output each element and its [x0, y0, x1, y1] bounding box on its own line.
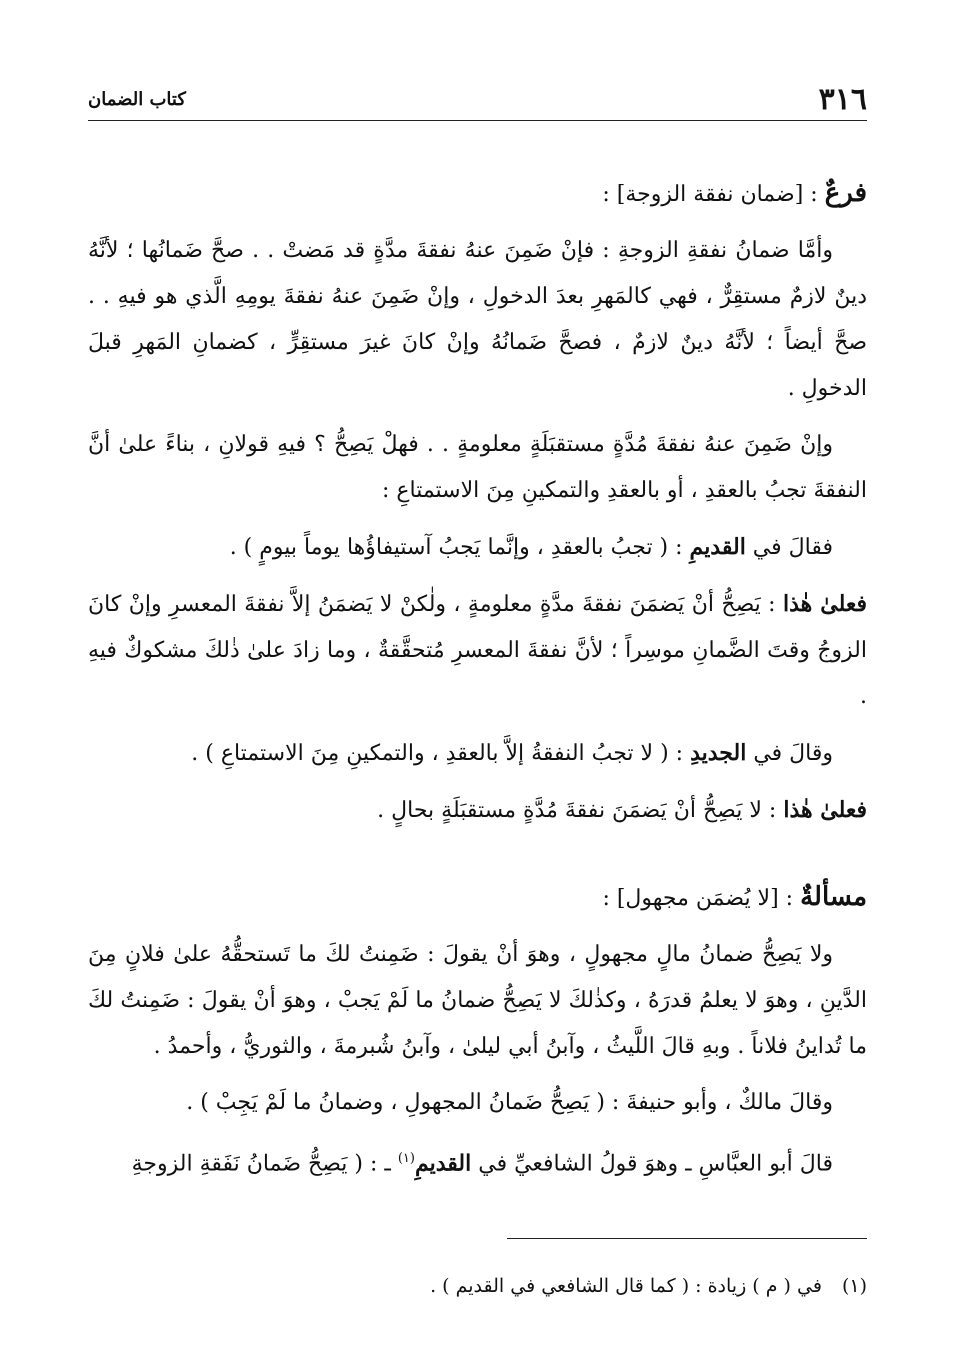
- bold-term: الجديدِ: [690, 740, 747, 766]
- page-number: ٣١٦: [818, 82, 867, 117]
- paragraph: وقالَ مالكٌ ، وأبو حنيفةَ : ( يَصِحُّ ضَمانُ المجهولِ ، وضمانُ ما لَمْ يَجِبْ ) .: [186, 1090, 833, 1115]
- book-title: كتاب الضمان: [88, 89, 186, 110]
- footnote-marker[interactable]: (١): [397, 1151, 415, 1166]
- paragraph: [88, 524, 867, 571]
- footnote-text: في ( م ) زيادة : ( كما قال الشافعي في القديم ) .: [430, 1275, 822, 1297]
- section-gap: [88, 844, 867, 874]
- text-run: وقالَ في: [746, 741, 833, 766]
- paragraph: [88, 1136, 867, 1187]
- bold-term: فعلىٰ هٰذا: [783, 797, 867, 823]
- paragraph: [88, 787, 867, 834]
- text-run: : ( لا تجبُ النفقةُ إلاَّ بالعقدِ ، والتمكينِ مِنَ الاستمتاعِ ) .: [191, 741, 691, 766]
- text-run: : ( تجبُ بالعقدِ ، وإنَّما يَجبُ آستيفاؤُها يوماً بيومٍ ) .: [229, 535, 690, 560]
- bold-term: القديمِ: [414, 1150, 472, 1177]
- paragraph: وأمَّا ضمانُ نفقةِ الزوجةِ : فإنْ ضَمِنَ عنهُ نفقةَ مدَّةٍ قد مَضتْ . . صحَّ ضَمانُها ؛ لأنَّهُ دينٌ لازمٌ مستقِرٌّ ، فهي كالمَهرِ بعدَ الدخولِ ، وإنْ ضَمِنَ عنهُ نفقةَ يومِهِ الَّذي هو فيهِ . . صحَّ أيضاً ؛ لأنَّهُ دينٌ لازمٌ ، فصحَّ ضَمانُهُ وإنْ كانَ غيرَ مستقِرٍّ ، كضمانِ المَهرِ قبلَ الدخولِ .: [88, 238, 867, 401]
- heading-keyword: فرعٌ: [824, 178, 867, 208]
- heading-title: : [ضمان نفقة الزوجة] :: [602, 182, 825, 207]
- running-header: [88, 80, 867, 121]
- bold-term: القديمِ: [689, 534, 746, 560]
- text-run: : لا يَصِحُّ أنْ يَضمَنَ نفقةَ مُدَّةٍ مستقبَلَةٍ بحالٍ .: [377, 798, 784, 823]
- paragraph: [88, 730, 867, 777]
- paragraph: ولا يَصِحُّ ضمانُ مالٍ مجهولٍ ، وهوَ أنْ يقولَ : ضَمِنتُ لكَ ما تَستحقُّهُ علىٰ فلانٍ مِنَ الدَّينِ ، وهوَ لا يعلمُ قدرَهُ ، وكذٰلكَ لا يَصِحُّ ضمانُ ما لَمْ يَجبْ ، وهوَ أنْ يقولَ : ضَمِنتُ لكَ ما تُداينُ فلاناً . وبهِ قالَ اللَّيثُ ، وآبنُ أبي ليلىٰ ، وآبنُ شُبرمةَ ، والثوريُّ ، وأحمدُ .: [88, 942, 867, 1059]
- paragraph: وإنْ ضَمِنَ عنهُ نفقةَ مُدَّةٍ مستقبَلَةٍ معلومةٍ . . فهلْ يَصِحُّ ؟ فيهِ قولانِ ، بناءً علىٰ أنَّ النفقةَ تجبُ بالعقدِ ، أو بالعقدِ والتمكينِ مِنَ الاستمتاعِ :: [88, 432, 867, 503]
- text-run: : يَصِحُّ أنْ يَضمَنَ نفقةَ مدَّةٍ معلومةٍ ، ولٰكنْ لا يَضمَنُ إلاَّ نفقةَ المعسرِ وإنْ كانَ الزوجُ وقتَ الضَّمانِ موسِراً ؛ لأنَّ نفقةَ المعسرِ مُتحقَّقةٌ ، وما زادَ علىٰ ذٰلكَ مشكوكٌ فيهِ .: [88, 592, 867, 709]
- heading-title: : [لا يُضمَن مجهول] :: [602, 886, 801, 911]
- footnote-divider: [507, 1238, 867, 1239]
- footnote-number: (١): [841, 1275, 867, 1297]
- text-run: ـ : ( يَصِحُّ ضَمانُ نَفَقةِ الزوجةِ: [131, 1151, 398, 1177]
- section-heading-masala: [88, 874, 867, 922]
- footnote: [88, 1272, 867, 1300]
- text-run: قالَ أبو العبَّاسِ ـ وهوَ قولُ الشافعيِّ في: [471, 1151, 833, 1177]
- bold-term: فعلىٰ هٰذا: [782, 591, 868, 617]
- section-heading-far: [88, 170, 867, 218]
- heading-keyword: مسألةٌ: [800, 882, 867, 912]
- paragraph: [88, 581, 867, 720]
- text-run: فقالَ في: [745, 535, 833, 560]
- main-text: [88, 170, 867, 1197]
